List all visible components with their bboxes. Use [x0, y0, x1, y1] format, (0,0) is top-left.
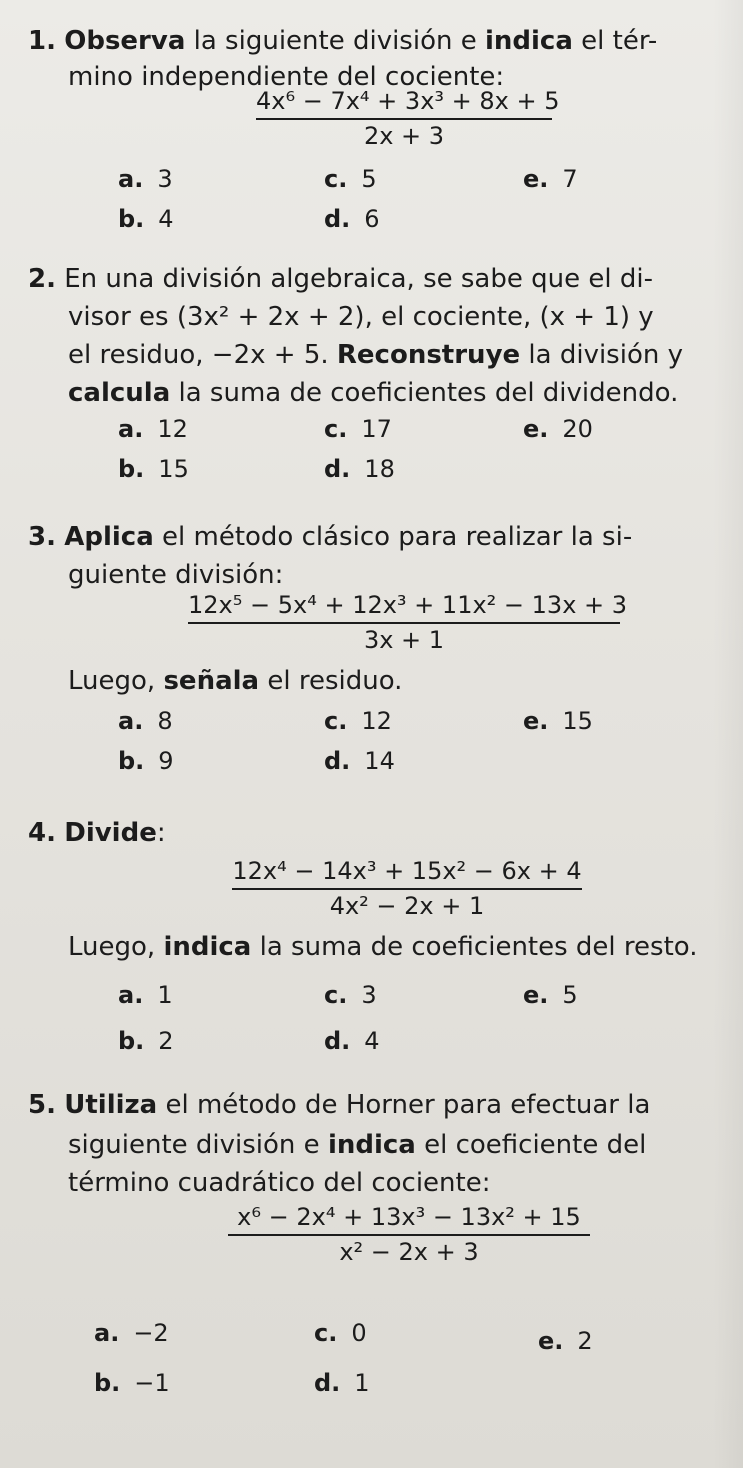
- option-value: 7: [562, 165, 578, 193]
- statement-text: Luego,: [68, 932, 164, 962]
- option-letter: a.: [118, 415, 144, 443]
- question-4-line-1: [28, 816, 166, 850]
- question-5-line-1: [28, 1088, 650, 1122]
- option-c[interactable]: [324, 164, 377, 194]
- keyword: Aplica: [64, 522, 154, 552]
- option-letter: a.: [94, 1319, 120, 1347]
- option-value: 3: [361, 981, 377, 1009]
- option-value: 5: [562, 981, 578, 1009]
- option-a[interactable]: [118, 980, 173, 1010]
- option-letter: b.: [118, 747, 145, 775]
- option-d[interactable]: [314, 1368, 370, 1398]
- question-number: 1.: [28, 26, 56, 56]
- option-d[interactable]: [324, 454, 395, 484]
- statement-text: visor es (3x² + 2x + 2), el cociente, (x + 1) y: [68, 302, 654, 332]
- option-letter: e.: [523, 981, 549, 1009]
- option-letter: c.: [314, 1319, 338, 1347]
- question-3-line-1: [28, 520, 632, 554]
- option-letter: b.: [94, 1369, 121, 1397]
- question-2-line-1: [28, 262, 653, 296]
- question-3-line-2: [68, 558, 283, 592]
- option-a[interactable]: [118, 414, 188, 444]
- question-5-line-2: [68, 1128, 646, 1162]
- option-value: 6: [364, 205, 380, 233]
- option-value: 15: [158, 455, 189, 483]
- option-d[interactable]: [324, 1026, 380, 1056]
- question-2-line-3: [68, 338, 683, 372]
- option-b[interactable]: [94, 1368, 170, 1398]
- keyword: Reconstruye: [336, 340, 521, 370]
- option-letter: a.: [118, 165, 144, 193]
- keyword: Observa: [64, 26, 186, 56]
- fraction-bar: [232, 888, 582, 890]
- option-letter: e.: [523, 707, 549, 735]
- keyword: Divide: [64, 818, 157, 848]
- question-1-line-1: [28, 24, 657, 58]
- question-3-instruction: [68, 664, 402, 698]
- option-letter: c.: [324, 165, 348, 193]
- fraction-bar: [188, 622, 620, 624]
- question-4-instruction: [68, 930, 698, 964]
- option-c[interactable]: [324, 414, 392, 444]
- option-value: −1: [134, 1369, 170, 1397]
- fraction: [256, 86, 560, 151]
- option-letter: a.: [118, 707, 144, 735]
- option-letter: e.: [523, 165, 549, 193]
- question-number: 5.: [28, 1090, 56, 1120]
- numerator: 12x⁵ − 5x⁴ + 12x³ + 11x² − 13x + 3: [188, 591, 628, 619]
- keyword: indica: [327, 1130, 416, 1160]
- option-d[interactable]: [324, 746, 395, 776]
- option-value: 2: [158, 1027, 174, 1055]
- option-e[interactable]: [523, 414, 593, 444]
- question-number: 4.: [28, 818, 56, 848]
- option-c[interactable]: [314, 1318, 367, 1348]
- keyword: calcula: [68, 378, 171, 408]
- option-value: 1: [157, 981, 173, 1009]
- statement-text: Luego,: [68, 666, 164, 696]
- question-5-line-3: [68, 1166, 490, 1200]
- option-letter: c.: [324, 415, 348, 443]
- option-a[interactable]: [118, 706, 173, 736]
- fraction-bar: [228, 1234, 590, 1236]
- statement-text: el coeficiente del: [415, 1130, 647, 1160]
- keyword: indica: [163, 932, 252, 962]
- option-letter: a.: [118, 981, 144, 1009]
- fraction: [188, 590, 628, 655]
- option-a[interactable]: [118, 164, 173, 194]
- denominator: 2x + 3: [363, 122, 445, 150]
- statement-text: la división y: [520, 340, 683, 370]
- question-2-line-4: [68, 376, 678, 410]
- denominator: 4x² − 2x + 1: [329, 892, 485, 920]
- statement-text: el método de Horner para efectuar la: [157, 1090, 651, 1120]
- option-value: 20: [562, 415, 593, 443]
- statement-text: la suma de coeficientes del dividendo.: [170, 378, 679, 408]
- option-letter: c.: [324, 981, 348, 1009]
- keyword: señala: [163, 666, 260, 696]
- option-value: 3: [157, 165, 173, 193]
- option-b[interactable]: [118, 204, 174, 234]
- statement-text: :: [156, 818, 166, 848]
- statement-text: mino independiente del cociente:: [68, 62, 505, 92]
- statement-text: En una división algebraica, se sabe que el di-: [64, 264, 653, 294]
- option-d[interactable]: [324, 204, 380, 234]
- fraction: [232, 856, 582, 921]
- fraction-bar: [256, 118, 552, 120]
- option-value: 8: [157, 707, 173, 735]
- option-value: 2: [577, 1327, 593, 1355]
- denominator: x² − 2x + 3: [339, 1238, 479, 1266]
- statement-text: el método clásico para realizar la si-: [153, 522, 633, 552]
- option-b[interactable]: [118, 746, 174, 776]
- option-value: 4: [364, 1027, 380, 1055]
- option-value: 5: [361, 165, 377, 193]
- option-value: 0: [351, 1319, 367, 1347]
- option-e[interactable]: [523, 980, 578, 1010]
- option-value: −2: [133, 1319, 169, 1347]
- statement-text: el residuo, −2x + 5.: [68, 340, 337, 370]
- option-letter: d.: [324, 1027, 351, 1055]
- option-a[interactable]: [94, 1318, 169, 1348]
- question-number: 3.: [28, 522, 56, 552]
- option-value: 9: [158, 747, 174, 775]
- option-letter: d.: [324, 747, 351, 775]
- keyword: Utiliza: [64, 1090, 158, 1120]
- option-letter: d.: [324, 455, 351, 483]
- option-b[interactable]: [118, 454, 189, 484]
- option-letter: d.: [314, 1369, 341, 1397]
- keyword: indica: [484, 26, 573, 56]
- statement-text: término cuadrático del cociente:: [68, 1168, 491, 1198]
- statement-text: guiente división:: [68, 560, 284, 590]
- option-letter: b.: [118, 1027, 145, 1055]
- option-value: 18: [364, 455, 395, 483]
- option-letter: e.: [538, 1327, 564, 1355]
- option-value: 12: [157, 415, 188, 443]
- statement-text: siguiente división e: [68, 1130, 328, 1160]
- option-value: 15: [562, 707, 593, 735]
- option-value: 14: [364, 747, 395, 775]
- numerator: 4x⁶ − 7x⁴ + 3x³ + 8x + 5: [256, 87, 560, 115]
- numerator: 12x⁴ − 14x³ + 15x² − 6x + 4: [232, 857, 582, 885]
- option-e[interactable]: [523, 706, 593, 736]
- option-c[interactable]: [324, 706, 392, 736]
- page-edge-shadow: [713, 0, 743, 1468]
- statement-text: el tér-: [572, 26, 658, 56]
- option-e[interactable]: [538, 1326, 593, 1356]
- option-e[interactable]: [523, 164, 578, 194]
- option-value: 4: [158, 205, 174, 233]
- option-c[interactable]: [324, 980, 377, 1010]
- option-value: 12: [361, 707, 392, 735]
- option-letter: e.: [523, 415, 549, 443]
- option-b[interactable]: [118, 1026, 174, 1056]
- denominator: 3x + 1: [363, 626, 445, 654]
- option-letter: c.: [324, 707, 348, 735]
- option-letter: b.: [118, 455, 145, 483]
- statement-text: la siguiente división e: [185, 26, 485, 56]
- question-2-line-2: [68, 300, 654, 334]
- statement-text: la suma de coeficientes del resto.: [251, 932, 698, 962]
- option-letter: d.: [324, 205, 351, 233]
- question-number: 2.: [28, 264, 56, 294]
- statement-text: el residuo.: [259, 666, 403, 696]
- option-value: 1: [354, 1369, 370, 1397]
- option-letter: b.: [118, 205, 145, 233]
- option-value: 17: [361, 415, 392, 443]
- numerator: x⁶ − 2x⁴ + 13x³ − 13x² + 15: [237, 1203, 581, 1231]
- fraction: [228, 1202, 590, 1267]
